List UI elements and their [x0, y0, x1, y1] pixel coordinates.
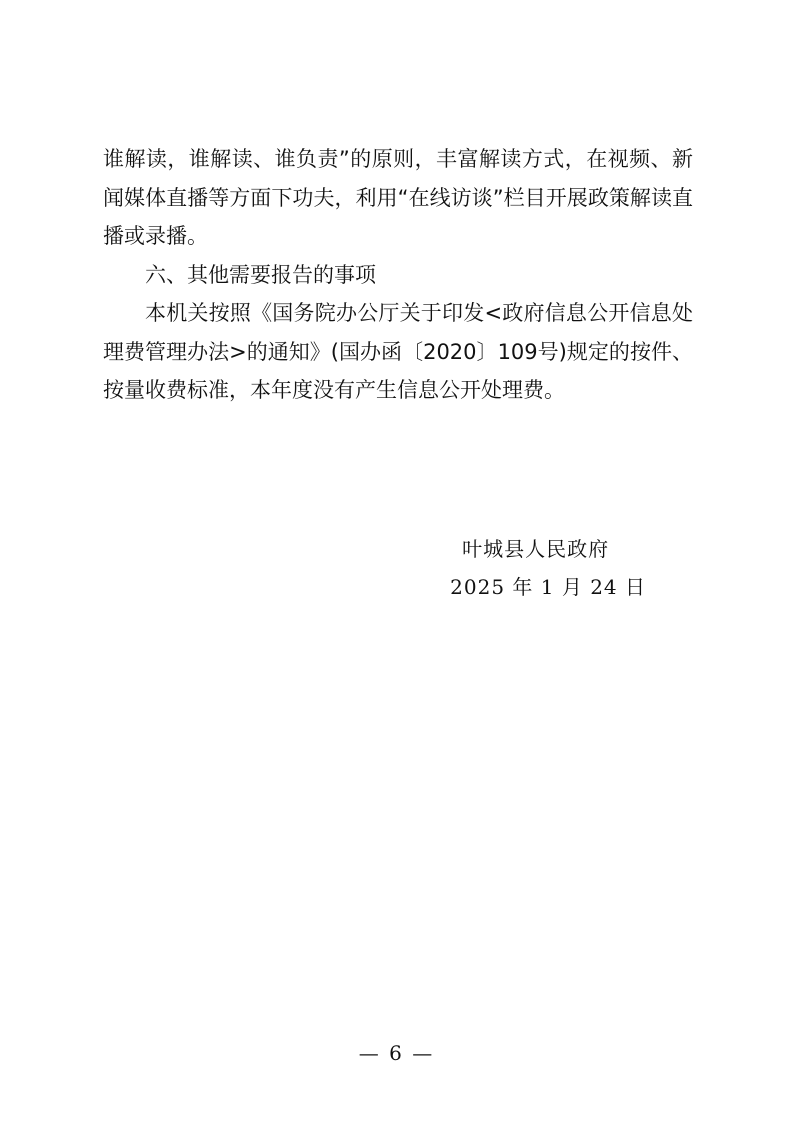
signature-organization: 叶城县人民政府	[462, 537, 610, 561]
section-heading-other-matters: 六、其他需要报告的事项	[145, 262, 376, 287]
document-body	[103, 140, 693, 410]
signature-block	[450, 530, 646, 606]
paragraph-policy-interpretation: 谁解读，谁解读、谁负责”的原则，丰富解读方式，在视频、新闻媒体直播等方面下功夫，利用“在线访谈”栏目开展政策解读直播或录播。	[103, 147, 693, 248]
page-number: — 6 —	[358, 1041, 435, 1065]
paragraph-processing-fees: 本机关按照《国务院办公厅关于印发<政府信息公开信息处理费管理办法>的通知》(国办函〔2020〕109号)规定的按件、按量收费标准，本年度没有产生信息公开处理费。	[103, 301, 693, 402]
signature-date: 2025 年 1 月 24 日	[450, 575, 646, 599]
